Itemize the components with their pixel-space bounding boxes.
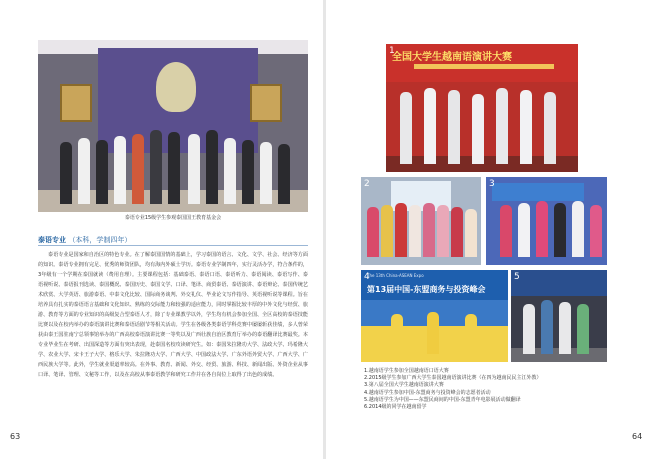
person-figure xyxy=(395,203,407,257)
person-figure xyxy=(590,205,602,257)
photo-banner-stripe xyxy=(414,64,554,69)
royal-crest-shape xyxy=(156,62,196,112)
person-figure xyxy=(559,302,571,354)
photo-speech-contest-eighth xyxy=(486,177,607,265)
person-figure xyxy=(472,94,484,164)
photo-caption-list xyxy=(364,368,624,411)
person-figure xyxy=(541,300,553,354)
person-figure xyxy=(206,130,218,204)
person-figure xyxy=(78,138,90,204)
person-figure xyxy=(536,201,548,257)
person-figure xyxy=(60,142,72,204)
person-figure xyxy=(554,203,566,257)
photo-expo-volunteers xyxy=(361,270,508,362)
portrait-frame-right xyxy=(250,84,282,122)
person-figure xyxy=(367,207,379,257)
person-figure xyxy=(409,205,421,257)
section-title-sub: （本科，学制四年） xyxy=(68,236,132,244)
photo-number: 4 xyxy=(364,272,370,282)
caption-item: 1.越南语学生参加全国越南语口语大赛 xyxy=(364,368,449,374)
page-number-left: 63 xyxy=(10,432,21,441)
photo-number: 1 xyxy=(389,46,395,56)
person-figure xyxy=(278,144,290,204)
person-figure xyxy=(168,132,180,204)
person-figure xyxy=(572,201,584,257)
caption-item: 5.越南语学生为中国——东盟民商间的中国-东盟青年电影展活动做翻译 xyxy=(364,396,521,403)
person-figure xyxy=(520,90,532,164)
person-figure xyxy=(96,140,108,204)
person-figure xyxy=(391,314,403,354)
photo-speech-contest xyxy=(386,44,578,172)
photo-number: 2 xyxy=(364,179,370,189)
expo-banner-small-text: The 13th China-ASEAN Expo xyxy=(367,273,424,278)
section-title-main: 泰语专业 xyxy=(38,236,66,244)
person-figure xyxy=(224,138,236,204)
person-figure xyxy=(114,136,126,204)
person-figure xyxy=(242,140,254,204)
page-number-right: 64 xyxy=(632,432,643,441)
stage-banner xyxy=(492,183,584,201)
person-figure xyxy=(518,203,530,257)
person-figure xyxy=(465,209,477,257)
photo-banner-text: 全国大学生越南语演讲大赛 xyxy=(392,52,512,63)
person-figure xyxy=(496,88,508,164)
photo-students-stage xyxy=(361,177,481,265)
person-figure xyxy=(465,314,477,354)
person-figure xyxy=(188,134,200,204)
group-photo-thai-students xyxy=(38,40,308,212)
caption-item: 3.第八届全国大学生越南语演讲大赛 xyxy=(364,382,444,389)
person-figure xyxy=(423,203,435,257)
person-figure xyxy=(424,88,436,164)
left-page xyxy=(0,0,324,459)
photo-number: 5 xyxy=(514,272,520,282)
photo-film-translation xyxy=(511,270,607,362)
caption-item: 4.越南语学生参加中国-东盟商务与投资峰会的志愿者活动 xyxy=(364,389,491,396)
person-figure xyxy=(427,312,439,354)
section-title xyxy=(38,235,131,245)
person-figure xyxy=(500,205,512,257)
photo-number: 3 xyxy=(489,179,495,189)
event-banner xyxy=(511,270,607,296)
person-figure xyxy=(448,90,460,164)
person-figure xyxy=(544,92,556,164)
section-divider xyxy=(38,245,308,246)
person-figure xyxy=(451,207,463,257)
person-figure xyxy=(132,134,144,204)
caption-item: 2.2015级学生参加广西大学生泰国越南语演讲比赛（在四为越南民民主江外教） xyxy=(364,375,542,382)
section-body: 泰语专业是国家和自治区的特色专业。在了解泰国国情的基础上，学习泰国的语言、文化、文学、社会、经济等方面的知识。泰语专业拥有完足、优秀的师资团队，均有海内外硕士学历。泰语专业学制四年，实行灵活办学，符合条件的，3年级有一个学期在泰国就读（费用自理）。主要课程包括：基础泰语、泰语口语、泰语听力、泰语阅读、泰语写作、泰语视听说、泰语报刊选读、泰国概况、泰国历史、泰国文学、口译、笔译、商贸泰语、泰语演讲、泰语辩论、泰国传统艺术欣赏、大学英语、旅游泰语、中泰文化比较、国际商务谈判、外交礼仪、毕业论文写作指导、英语视听说等课程。旨在培养具有扎实的泰语语言基础和文化知识、熟练的交际能力和较强的适应能力，同时掌握比较丰厚的中外文化与经贸、旅游、教育等方面的专业知识的高级复合型泰语人才，除了专业课教学以外，学生均有机会参加全国、全区高校的泰语技能比赛以及在校内举办的泰语演讲比赛和泰语话剧节等相关活动。学生在各级各类泰语学科竞赛中屡屡斩获佳绩，多人曾荣获由泰王国驻南宁总领事馆举办的广西高校泰语演讲比赛一等奖以及广西壮族自治区教育厅举办的泰语翻译比赛最奖。本专业毕业生在考研、出国深造等方面有突出表现，赴泰国名校攻读研究生。如：泰国朱拉隆功大学、法政大学、玛希隆大学、农业大学、宋卡王子大学、格乐大学、朱拉隆功大学、广西大学、中国政法大学、广东外语外贸大学、广西大学、广西民族大学等。此外，学生就业渠道率较高。在外事、教育、新闻、外交、经贸、旅游、科技、新闻出版、外资企业从事口译、笔译、管理、文秘等工作，以及在高校从事泰语教学和研究工作并在各自岗位上取得了出色的成绩。 xyxy=(38,252,308,378)
portrait-frame-left xyxy=(60,84,92,122)
person-figure xyxy=(437,205,449,257)
person-figure xyxy=(150,130,162,204)
person-figure xyxy=(381,205,393,257)
caption-item: 6.2014级的同学在越南留学 xyxy=(364,404,427,411)
expo-banner-title: 第13届中国-东盟商务与投资峰会 xyxy=(367,285,486,294)
photo-caption: 泰语专业15级学生参观泰国国王教育基金会 xyxy=(124,215,222,221)
person-figure xyxy=(577,304,589,354)
person-figure xyxy=(260,142,272,204)
person-figure xyxy=(400,92,412,164)
right-page xyxy=(326,0,650,459)
person-figure xyxy=(523,304,535,354)
